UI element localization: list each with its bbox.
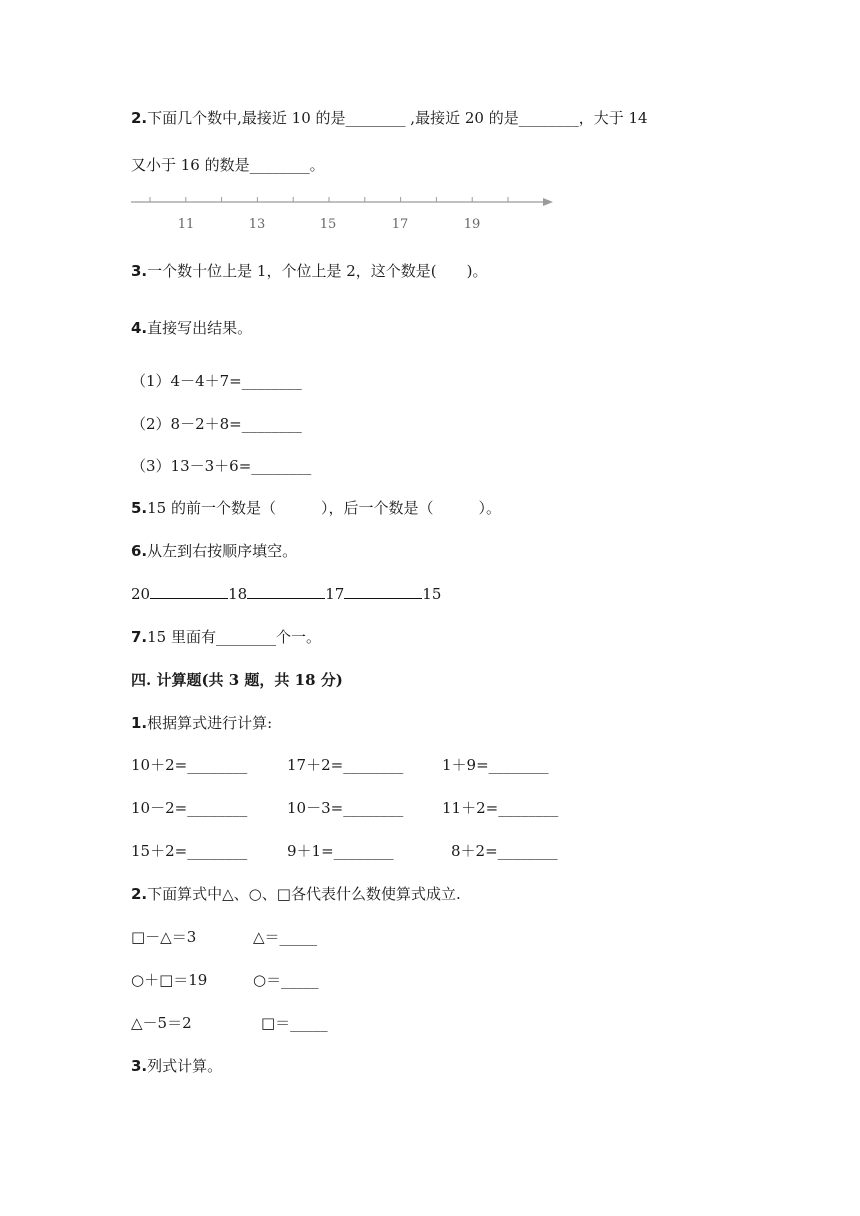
tick-label-11: 11 [177, 217, 195, 232]
question-number: 4. [131, 319, 148, 337]
question-text: 一个数十位上是 1，个位上是 2，这个数是( )。 [147, 262, 488, 280]
calc-3-title [131, 1056, 222, 1076]
calc-2-title [131, 884, 461, 904]
question-2-line-1 [131, 108, 648, 128]
calc-1-r2-c1: 10－2=________ [131, 799, 248, 817]
question-3 [131, 261, 487, 281]
tick-label-19: 19 [463, 217, 481, 232]
question-number: 3. [131, 262, 148, 280]
question-number: 5. [131, 499, 148, 517]
tick-label-17: 17 [391, 217, 409, 232]
question-5 [131, 498, 501, 518]
calc-2-answer-1: △＝_____ [253, 928, 318, 946]
sequence-value: 18 [228, 585, 248, 603]
calc-2-answer-2: ○＝_____ [253, 971, 319, 989]
calc-1-r3-c3: 8＋2=________ [451, 842, 558, 860]
sequence-value: 20 [131, 585, 151, 603]
question-7 [131, 627, 321, 647]
blank-line [344, 584, 422, 599]
question-text: 下面算式中△、○、□各代表什么数使算式成立. [147, 885, 461, 903]
section-heading: 四. 计算题(共 3 题，共 18 分) [131, 671, 343, 689]
question-number: 2. [131, 885, 148, 903]
question-number: 1. [131, 714, 148, 732]
blank-line [150, 584, 228, 599]
question-4-item-2: （2）8－2＋8=________ [131, 415, 302, 433]
question-6-title [131, 541, 297, 561]
calc-2-equation-3: △－5＝2 [131, 1014, 192, 1032]
question-4-item-1: （1）4－4＋7=________ [131, 372, 302, 390]
question-text: 从左到右按顺序填空。 [147, 542, 298, 560]
question-number: 6. [131, 542, 148, 560]
calc-1-r3-c1: 15＋2=________ [131, 842, 248, 860]
question-2-line-2 [131, 155, 325, 175]
calc-2-equation-2: ○＋□＝19 [131, 971, 208, 989]
question-text: 又小于 16 的数是________。 [131, 156, 325, 174]
question-text: 列式计算。 [147, 1057, 223, 1075]
calc-1-r3-c2: 9＋1=________ [287, 842, 394, 860]
question-number: 7. [131, 628, 148, 646]
number-line [131, 188, 556, 238]
question-text: 15 的前一个数是（ ），后一个数是（ ）。 [147, 499, 501, 517]
calc-1-r2-c3: 11＋2=________ [442, 799, 559, 817]
calc-2-equation-1: □－△＝3 [131, 928, 197, 946]
calc-1-r1-c1: 10＋2=________ [131, 756, 248, 774]
question-6-sequence [131, 584, 441, 604]
sequence-value: 15 [422, 585, 442, 603]
calc-1-title [131, 713, 272, 733]
question-text: 15 里面有________个一。 [147, 628, 321, 646]
calc-1-r1-c2: 17＋2=________ [287, 756, 404, 774]
question-4-item-3: （3）13－3＋6=________ [131, 457, 312, 475]
calc-1-r1-c3: 1＋9=________ [442, 756, 549, 774]
tick-label-13: 13 [248, 217, 266, 232]
number-line-ticks [150, 197, 508, 202]
question-4-title [131, 318, 252, 338]
tick-label-15: 15 [319, 217, 337, 232]
calc-1-r2-c2: 10－3=________ [287, 799, 404, 817]
question-text: 根据算式进行计算: [147, 714, 273, 732]
blank-line [247, 584, 325, 599]
question-text: 下面几个数中,最接近 10 的是________ ,最接近 20 的是________，大于 14 [147, 109, 648, 127]
question-number: 2. [131, 109, 148, 127]
question-text: 直接写出结果。 [147, 319, 253, 337]
question-number: 3. [131, 1057, 148, 1075]
calc-2-answer-3: □＝_____ [261, 1014, 328, 1032]
number-line-arrow [543, 198, 553, 206]
sequence-value: 17 [325, 585, 345, 603]
